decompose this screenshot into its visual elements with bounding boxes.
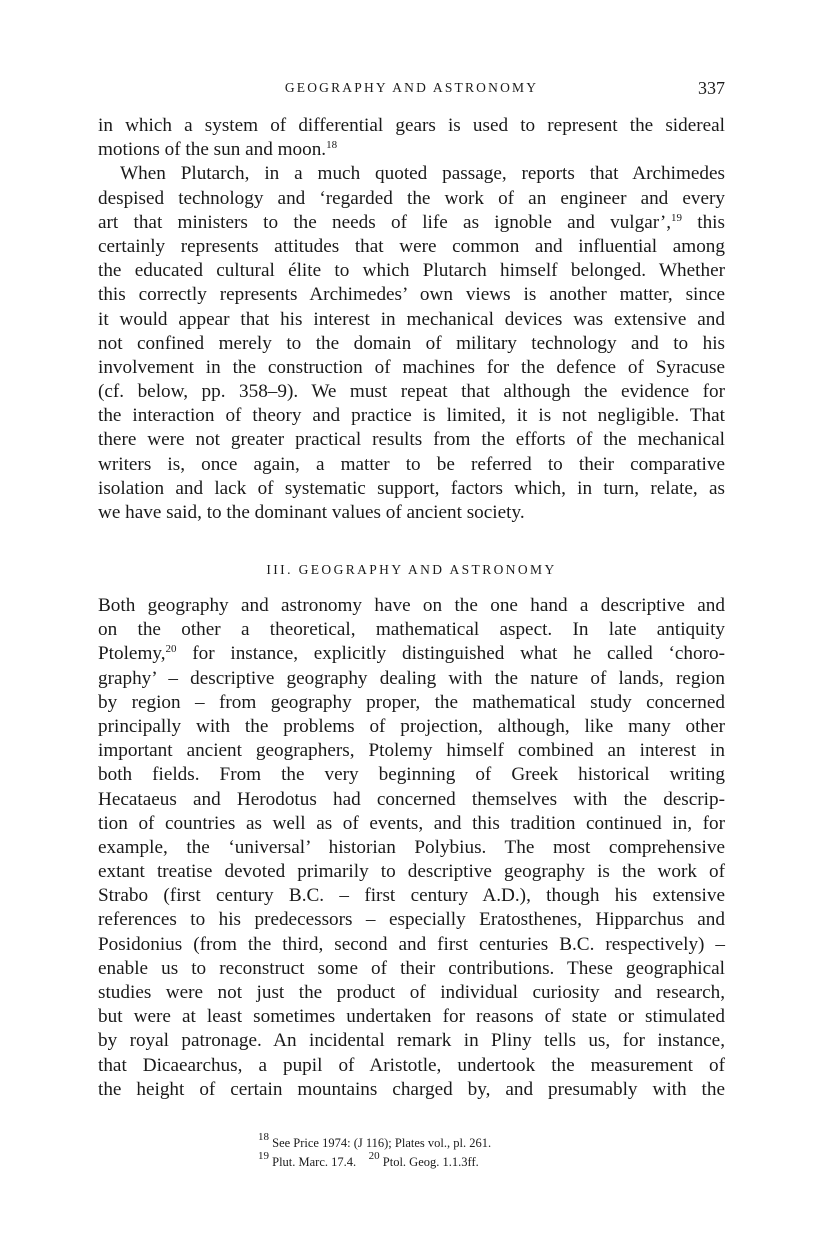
text-line — [98, 380, 725, 404]
line-text: Hecataeus and Herodotus had concerned themselves with the descrip- — [98, 788, 725, 810]
footnote-ref: 18 — [326, 139, 338, 152]
text-line — [98, 211, 725, 235]
text-line — [98, 812, 725, 836]
text-line — [98, 453, 725, 477]
text-line — [98, 884, 725, 908]
text-line — [98, 908, 725, 932]
line-text: the educated cultural élite to which Plutarch himself belonged. Whether — [98, 260, 725, 282]
line-text: the height of certain mountains charged by, and presumably with the — [98, 1078, 725, 1100]
text-line — [98, 187, 725, 211]
footnote-ref: 20 — [165, 643, 177, 656]
line-text: Strabo (first century B.C. – first century A.D.), though his extensive — [98, 885, 725, 907]
text-line — [98, 283, 725, 307]
line-text: When Plutarch, in a much quoted passage, reports that Archimedes — [120, 163, 725, 185]
line-text: it would appear that his interest in mechanical devices was extensive and — [98, 308, 725, 330]
text-line — [98, 691, 725, 715]
line-text: Both geography and astronomy have on the one hand a descriptive and — [98, 595, 725, 616]
paragraph-block-2 — [98, 594, 725, 1102]
line-text: motions of the sun and moon. — [98, 139, 327, 161]
line-text: writers is, once again, a matter to be referred to their comparative — [98, 453, 725, 475]
text-line — [98, 715, 725, 739]
text-line — [98, 404, 725, 428]
text-line — [98, 501, 725, 525]
text-line — [98, 259, 725, 283]
line-text: principally with the problems of projection, although, like many other — [98, 715, 725, 737]
line-text: on the other a theoretical, mathematical aspect. In late antiquity — [98, 619, 725, 641]
line-text: isolation and lack of systematic support, factors which, in turn, relate, as — [98, 477, 725, 499]
line-text: in which a system of differential gears is used to represent the sidereal — [98, 115, 725, 136]
footnote-ref: 19 — [671, 211, 682, 224]
footnotes — [258, 1131, 492, 1172]
line-text: involvement in the construction of machines for the defence of Syracuse — [98, 356, 725, 378]
line-text: but were at least sometimes undertaken for reasons of state or stimulated — [98, 1006, 725, 1028]
text-line — [98, 1005, 725, 1029]
line-text: despised technology and ‘regarded the work of an engineer and every — [98, 187, 725, 209]
line-text: extant treatise devoted primarily to descriptive geography is the work of — [98, 861, 725, 883]
page-number: 337 — [698, 78, 725, 98]
text-line — [98, 763, 725, 787]
running-head — [98, 80, 725, 102]
line-text: graphy’ – descriptive geography dealing with the nature of lands, region — [98, 667, 725, 689]
text-line — [98, 981, 725, 1005]
text-line — [98, 788, 725, 812]
line-text: studies were not just the product of individual curiosity and research, — [98, 982, 725, 1003]
line-text: (cf. below, pp. 358–9). We must repeat that although the evidence for — [98, 381, 725, 403]
line-text: Posidonius (from the third, second and first centuries B.C. respectively) – — [98, 933, 725, 955]
line-text: example, the ‘universal’ historian Polybius. The most comprehensive — [98, 836, 725, 858]
line-text: enable us to reconstruct some of their contributions. These geographical — [98, 957, 725, 979]
text-line — [98, 138, 725, 162]
text-line — [98, 477, 725, 501]
footnote-text: Plut. Marc. 17.4. — [272, 1155, 357, 1169]
line-text: important ancient geographers, Ptolemy himself combined an interest in — [98, 740, 725, 762]
footnote-text: Ptol. Geog. 1.1.3ff. — [382, 1155, 479, 1169]
text-line — [98, 836, 725, 860]
text-line — [98, 428, 725, 452]
line-text: certainly represents attitudes that were common and influential among — [98, 235, 725, 257]
text-line — [98, 162, 725, 186]
section-heading: III. GEOGRAPHY AND ASTRONOMY — [266, 562, 557, 577]
line-text: we have said, to the dominant values of ancient society. — [98, 502, 525, 523]
text-line — [98, 739, 725, 763]
line-text: by region – from geography proper, the mathematical study concerned — [98, 691, 725, 713]
footnote-number: 18 — [258, 1131, 269, 1143]
text-line — [98, 667, 725, 691]
text-line — [98, 860, 725, 884]
footnote — [258, 1150, 491, 1172]
line-text: there were not greater practical results from the efforts of the mechanical — [98, 429, 725, 451]
paragraph-block-1 — [98, 114, 725, 525]
line-text: that Dicaearchus, a pupil of Aristotle, undertook the measurement of — [98, 1054, 725, 1076]
line-text-after: for instance, explicitly distinguished what he called ‘choro- — [176, 643, 725, 665]
line-text: this correctly represents Archimedes’ own views is another matter, since — [98, 284, 725, 306]
text-line — [98, 1054, 725, 1078]
text-line — [98, 332, 725, 356]
text-line — [98, 642, 725, 666]
footnote-text: See Price 1974: (J 116); Plates vol., pl. 261. — [272, 1136, 492, 1150]
footnote-number: 19 — [258, 1150, 269, 1162]
text-line — [98, 933, 725, 957]
text-line — [98, 1029, 725, 1053]
text-line — [98, 114, 725, 138]
line-text: by royal patronage. An incidental remark in Pliny tells us, for instance, — [98, 1030, 725, 1052]
line-text: tion of countries as well as of events, and this tradition continued in, for — [98, 812, 725, 834]
text-line — [98, 1078, 725, 1102]
text-line — [98, 356, 725, 380]
text-line — [98, 594, 725, 618]
line-text-after: this — [682, 211, 725, 233]
footnote-number: 20 — [368, 1150, 380, 1162]
text-line — [98, 957, 725, 981]
text-line — [98, 308, 725, 332]
line-text: art that ministers to the needs of life as ignoble and vulgar’, — [98, 211, 671, 233]
line-text: not confined merely to the domain of military technology and to his — [98, 332, 725, 354]
text-line — [98, 235, 725, 259]
line-text: the interaction of theory and practice is limited, it is not negligible. That — [98, 405, 725, 427]
text-line — [98, 618, 725, 642]
line-text: references to his predecessors – especially Eratosthenes, Hipparchus and — [98, 909, 725, 931]
line-text: both fields. From the very beginning of Greek historical writing — [98, 764, 725, 786]
running-title: GEOGRAPHY AND ASTRONOMY — [284, 80, 539, 95]
line-text: Ptolemy, — [98, 643, 166, 665]
